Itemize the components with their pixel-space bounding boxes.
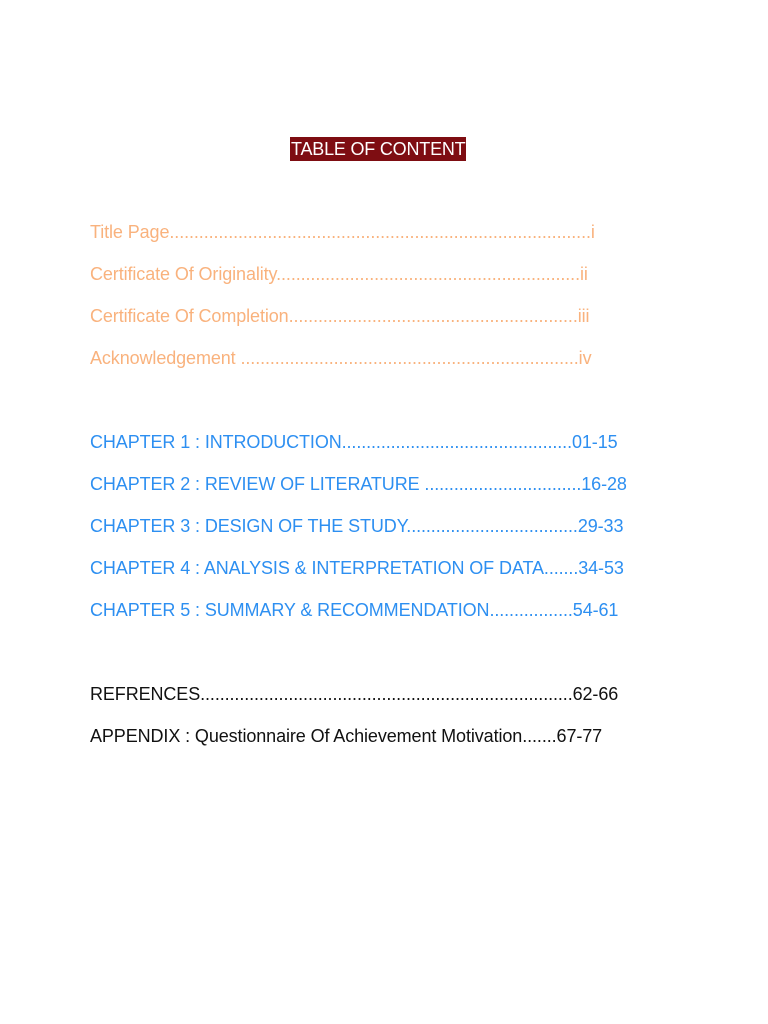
toc-entry-label: APPENDIX : Questionnaire Of Achievement Motivation [90,726,523,746]
toc-entry-leader: ............................................... [341,432,572,452]
toc-entry-leader: ....... [522,726,557,746]
toc-entry-chapter-3 [90,514,623,538]
toc-entry-page: iii [577,306,590,326]
toc-entry-label: CHAPTER 2 : REVIEW OF LITERATURE [90,474,425,494]
toc-entry-leader: ..................................................................... [240,348,579,368]
toc-entry-label: Certificate Of Originality [90,264,277,284]
toc-entry-page: 34-53 [578,558,624,578]
toc-entry-label: CHAPTER 4 : ANALYSIS & INTERPRETATION OF DATA [90,558,544,578]
toc-entry-page: 67-77 [556,726,603,746]
toc-entry-label: Certificate Of Completion [90,306,289,326]
toc-entry-page: iv [578,348,592,368]
toc-entry-acknowledgement [90,346,591,370]
toc-entry-page: i [590,222,595,242]
toc-entry-label: Title Page [90,222,170,242]
toc-entry-label: CHAPTER 5 : SUMMARY & RECOMMENDATION [90,600,490,620]
toc-entry-references [90,682,618,706]
toc-entry-leader: ....... [543,558,579,578]
toc-entry-page: 16-28 [581,474,627,494]
toc-entry-leader: ...................................................................................... [169,222,591,242]
toc-entry-certificate-completion [90,304,589,328]
toc-entry-label: CHAPTER 1 : INTRODUCTION [90,432,342,452]
toc-entry-label: Acknowledgement [90,348,241,368]
toc-entry-page: 01-15 [571,432,618,452]
toc-entry-appendix [90,724,602,748]
toc-entry-page: 62-66 [572,684,619,704]
toc-entry-leader: ................................ [424,474,582,494]
toc-entry-chapter-5 [90,598,618,622]
toc-entry-chapter-4 [90,556,624,580]
toc-entry-chapter-1 [90,430,618,454]
toc-entry-leader: ................. [489,600,573,620]
toc-entry-chapter-2 [90,472,627,496]
toc-entry-leader: ................................... [406,516,578,536]
toc-entry-page: 54-61 [572,600,619,620]
toc-entry-leader: ........................................................... [288,306,578,326]
toc-entry-certificate-originality [90,262,588,286]
toc-entry-label: CHAPTER 3 : DESIGN OF THE STUDY [90,516,407,536]
toc-entry-page: ii [580,264,588,284]
toc-entry-page: 29-33 [577,516,624,536]
toc-entry-label: REFRENCES [90,684,201,704]
toc-entry-leader: .............................................................. [276,264,580,284]
toc-entry-title-page [90,220,595,244]
toc-title: TABLE OF CONTENT [291,139,466,159]
toc-entry-leader: ............................................................................ [200,684,573,704]
